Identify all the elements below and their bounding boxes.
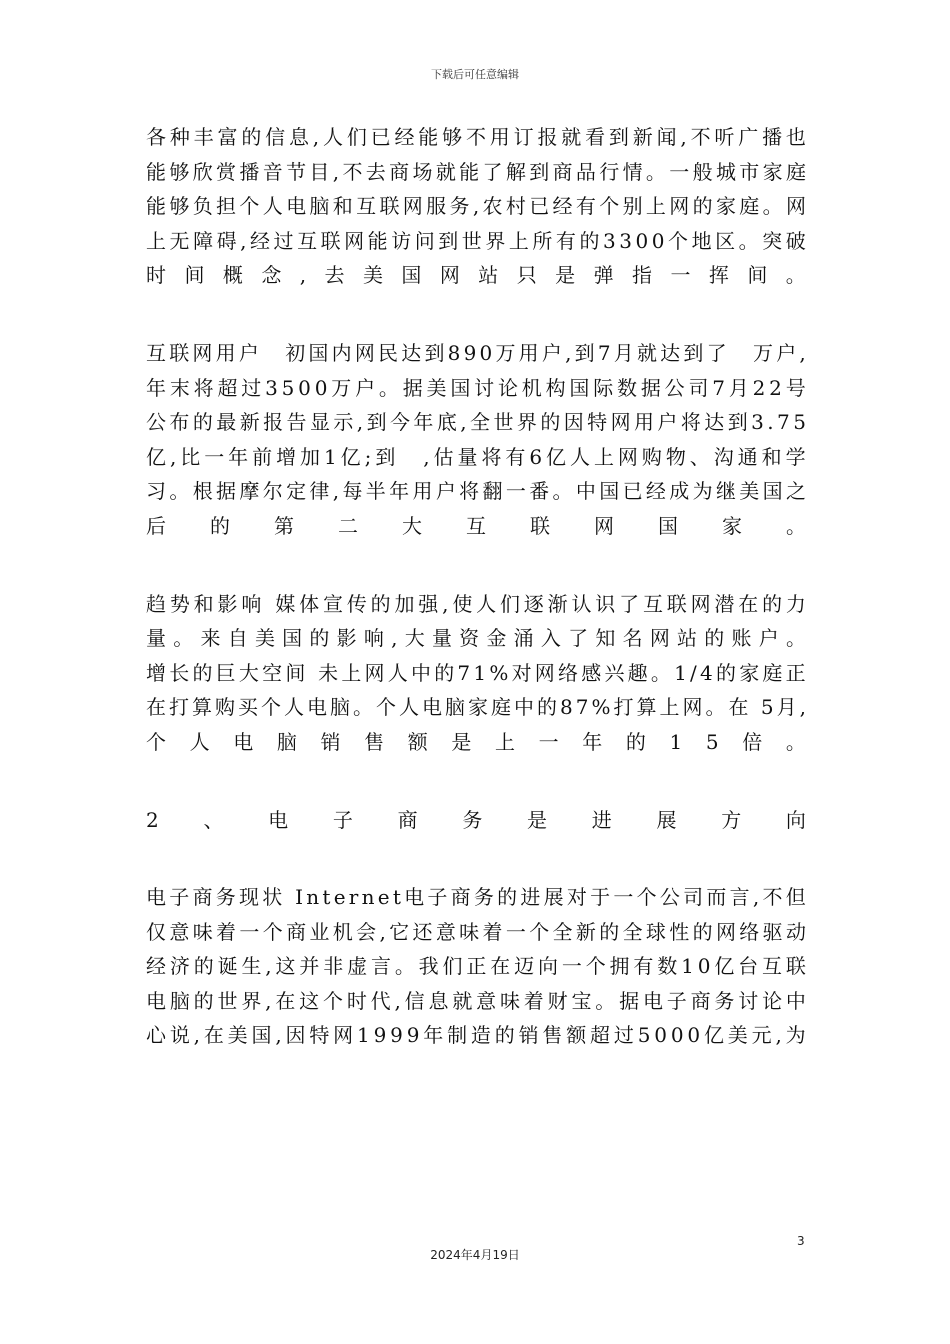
paragraph-gap [146,760,806,803]
paragraph-internet-info [146,120,806,293]
text-line: 增 长 的 巨 大 空 间 未 上 网 人 中 的 7 1 % 对 网 络 感 兴 趣 。 1 / 4 的 家 庭 正 [146,660,806,685]
page-number: 3 [797,1234,805,1248]
text-line: 习 。 根 据 摩 尔 定 律 , 每 半 年 用 户 将 翻 一 番 。 中 国 已 经 成 为 继 美 国 之 [146,479,806,504]
paragraph-trends-impact [146,587,806,760]
text-line: 各 种 丰 富 的 信 息 , 人 们 已 经 能 够 不 用 订 报 就 看 到 新 闻 , 不 听 广 播 也 [146,125,806,149]
paragraph-gap [146,544,806,587]
page-footer-date: 2024年4月19日 [430,1248,520,1262]
text-line: 互 联 网 用 户 初 国 内 网 民 达 到 8 9 0 万 用 户 , 到 7 月 就 达 到 了 万 户 , [146,340,806,365]
text-line: 趋 势 和 影 响 媒 体 宣 传 的 加 强 , 使 人 们 逐 渐 认 识 了 互 联 网 潜 在 的 力 [146,591,806,616]
text-line: 后 的 第 二 大 互 联 网 国 家 。 [146,513,806,538]
text-line: 能 够 欣 赏 播 音 节 目 , 不 去 商 场 就 能 了 解 到 商 品 行 情 。 一 般 城 市 家 庭 [146,159,806,184]
paragraph-internet-users [146,336,806,544]
text-line: 亿 , 比 一 年 前 增 加 1 亿 ; 到 , 估 量 将 有 6 亿 人 上 网 购 物 、 沟 通 和 学 [146,444,806,469]
paragraph-gap [146,293,806,336]
text-line: 年 末 将 超 过 3 5 0 0 万 户 。 据 美 国 讨 论 机 构 国 际 数 据 公 司 7 月 2 2 号 [146,375,806,400]
text-line: 上 无 障 碍 , 经 过 互 联 网 能 访 问 到 世 界 上 所 有 的 3 3 0 0 个 地 区 。 突 破 [146,228,806,253]
heading-line: 2 、 电 子 商 务 是 进 展 方 向 [146,807,806,832]
text-line: 公 布 的 最 新 报 告 显 示 , 到 今 年 底 , 全 世 界 的 因 特 网 用 户 将 达 到 3 . 7 5 [146,410,806,435]
text-line: 能 够 负 担 个 人 电 脑 和 互 联 网 服 务 , 农 村 已 经 有 个 别 上 网 的 家 庭 。 网 [146,194,806,219]
paragraph-ecommerce-status [146,880,806,1053]
section-heading [146,803,806,838]
text-line: 仅 意 味 着 一 个 商 业 机 会 , 它 还 意 味 着 一 个 全 新 的 全 球 性 的 网 络 驱 动 [146,919,806,944]
text-line: 时 间 概 念 , 去 美 国 网 站 只 是 弹 指 一 挥 间 。 [146,263,806,288]
text-line: 经 济 的 诞 生 , 这 并 非 虚 言 。 我 们 正 在 迈 向 一 个 拥 有 数 1 0 亿 台 互 联 [146,954,806,979]
paragraph-gap [146,837,806,880]
page-header: 下载后可任意编辑 [431,68,519,81]
text-line: 在 打 算 购 买 个 人 电 脑 。 个 人 电 脑 家 庭 中 的 8 7 % 打 算 上 网 。 在 5 月 , [146,695,806,720]
document-body [146,120,806,1053]
text-line: 电 子 商 务 现 状 I n t e r n e t 电 子 商 务 的 进 展 对 于 一 个 公 司 而 言 , 不 但 [146,885,806,910]
text-line: 电 脑 的 世 界 , 在 这 个 时 代 , 信 息 就 意 味 着 财 宝 。 据 电 子 商 务 讨 论 中 [146,988,806,1013]
text-line: 量 。 来 自 美 国 的 影 响 , 大 量 资 金 涌 入 了 知 名 网 站 的 账 户 。 [146,626,806,651]
text-line: 个 人 电 脑 销 售 额 是 上 一 年 的 1 5 倍 。 [146,729,806,754]
text-line: 心 说 , 在 美 国 , 因 特 网 1 9 9 9 年 制 造 的 销 售 额 超 过 5 0 0 0 亿 美 元 , 为 [146,1023,806,1048]
